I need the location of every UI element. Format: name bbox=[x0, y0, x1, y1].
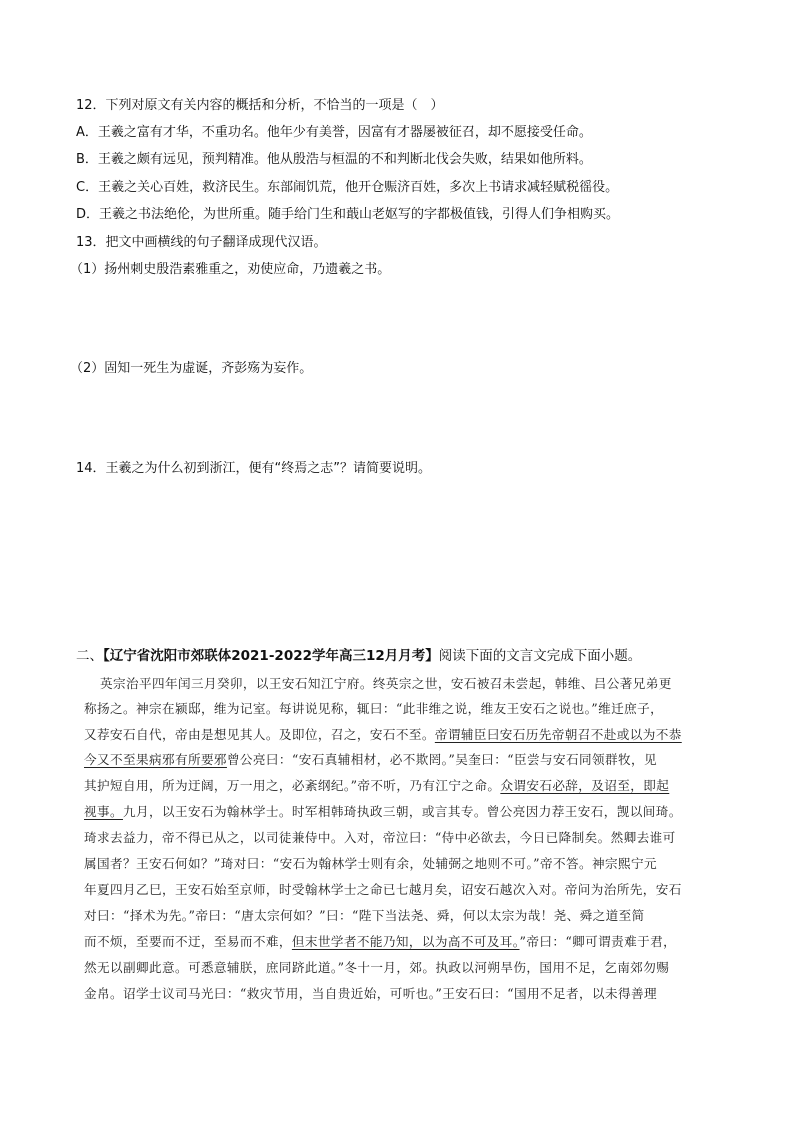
question-12-option-d: D．王羲之书法绝伦，为世所重。随手给门生和蕺山老妪写的字都极值钱，引得人们争相购买。 bbox=[76, 207, 620, 222]
section-2-prefix: 二、 bbox=[76, 648, 103, 664]
question-12-option-c: C．王羲之关心百姓，救济民生。东部闹饥荒，他开仓赈济百姓，多次上书请求减轻赋税徭役。 bbox=[76, 180, 619, 195]
section-2-heading bbox=[76, 647, 641, 665]
passage-line-11 bbox=[84, 933, 724, 951]
passage-line-8: 属国者？王安石何如？”琦对曰：“安石为翰林学士则有余，处辅弼之地则不可。”帝不答。神宗熙宁元 bbox=[84, 856, 657, 871]
underlined-sentence-2a: 众谓安石必辞，及诏至，即起 bbox=[500, 778, 670, 793]
question-12-stem: 12．下列对原文有关内容的概括和分析，不恰当的一项是（ ） bbox=[76, 98, 444, 113]
question-14-stem: 14．王羲之为什么初到浙江，便有“终焉之志”？请简要说明。 bbox=[76, 461, 432, 476]
passage-line-5 bbox=[84, 777, 724, 795]
passage-line-3 bbox=[84, 726, 724, 744]
passage-text: 而不烦，至要而不迂，至易而不难， bbox=[84, 934, 292, 949]
passage-line-13: 金帛。诏学士议司马光曰：“救灾节用，当自贵近始，可听也。”王安石曰：“国用不足者，以未得善理 bbox=[84, 986, 657, 1001]
passage-line-10: 对曰：“择术为先。”帝曰：“唐太宗何如？”曰：“陛下当法尧、舜，何以太宗为哉！尧、舜之道至简 bbox=[84, 908, 645, 923]
passage-text: ”帝曰：“卿可谓责难于君， bbox=[519, 934, 677, 949]
question-12-option-a: A．王羲之富有才华，不重功名。他年少有美誉，因富有才器屡被征召，却不愿接受任命。 bbox=[76, 125, 592, 140]
underlined-sentence-3: 但末世学者不能乃知，以为高不可及耳。 bbox=[291, 934, 520, 949]
passage-line-7: 琦求去益力，帝不得已从之，以司徒兼侍中。入对，帝泣曰：“侍中必欲去，今日已降制矣。然卿去谁可 bbox=[84, 830, 676, 845]
passage-line-4 bbox=[84, 751, 724, 769]
passage-line-12: 然无以副卿此意。可悉意辅朕，庶同跻此道。”冬十一月，郊。执政以河朔旱伤，国用不足，乞南郊勿赐 bbox=[84, 960, 670, 975]
underlined-sentence-2b: 视事。 bbox=[84, 804, 123, 819]
section-2-source: 【辽宁省沈阳市郊联体2021-2022学年高三12月月考】 bbox=[103, 648, 439, 664]
passage-line-9: 年夏四月乙巳，王安石始至京师，时受翰林学士之命已七越月矣，诏安石越次入对。帝问为治所先，安石 bbox=[84, 882, 682, 897]
question-12-option-b: B．王羲之颇有远见，预判精准。他从殷浩与桓温的不和判断北伐会失败，结果如他所料。 bbox=[76, 152, 592, 167]
passage-text: 又荐安石自代，帝由是想见其人。及即位，召之，安石不至。 bbox=[84, 727, 435, 742]
passage-line-2: 称扬之。神宗在颍邸，维为记室。每讲说见称，辄曰：“此非维之说，维友王安石之说也。”维迁庶子， bbox=[84, 701, 664, 716]
passage-text: 曾公亮曰：“安石真辅相材，必不欺罔。”吴奎曰：“臣尝与安石同领群牧，见 bbox=[226, 752, 657, 767]
question-13-sub-1: （1）扬州刺史殷浩素雅重之，劝使应命，乃遗羲之书。 bbox=[70, 262, 391, 277]
underlined-sentence-1a: 帝谓辅臣曰安石历先帝朝召不赴或以为不恭 bbox=[434, 727, 682, 742]
question-13-stem: 13．把文中画横线的句子翻译成现代汉语。 bbox=[76, 235, 327, 250]
underlined-sentence-1b: 今又不至果病邪有所要邪 bbox=[84, 752, 227, 767]
passage-text: 九月，以王安石为翰林学士。时军相韩琦执政三朝，或言其专。曾公亮因力荐王安石，觊以间琦。 bbox=[122, 804, 682, 819]
passage-line-1: 英宗治平四年闰三月癸卯，以王安石知江宁府。终英宗之世，安石被召未尝起，韩维、吕公著兄弟更 bbox=[100, 676, 672, 691]
passage-line-6 bbox=[84, 803, 724, 821]
section-2-instruction: 阅读下面的文言文完成下面小题。 bbox=[438, 648, 642, 664]
passage-text: 其护短自用，所为迂阔，万一用之，必紊纲纪。”帝不听，乃有江宁之命。 bbox=[84, 778, 501, 793]
question-13-sub-2: （2）固知一死生为虚诞，齐彭殇为妄作。 bbox=[70, 361, 313, 376]
